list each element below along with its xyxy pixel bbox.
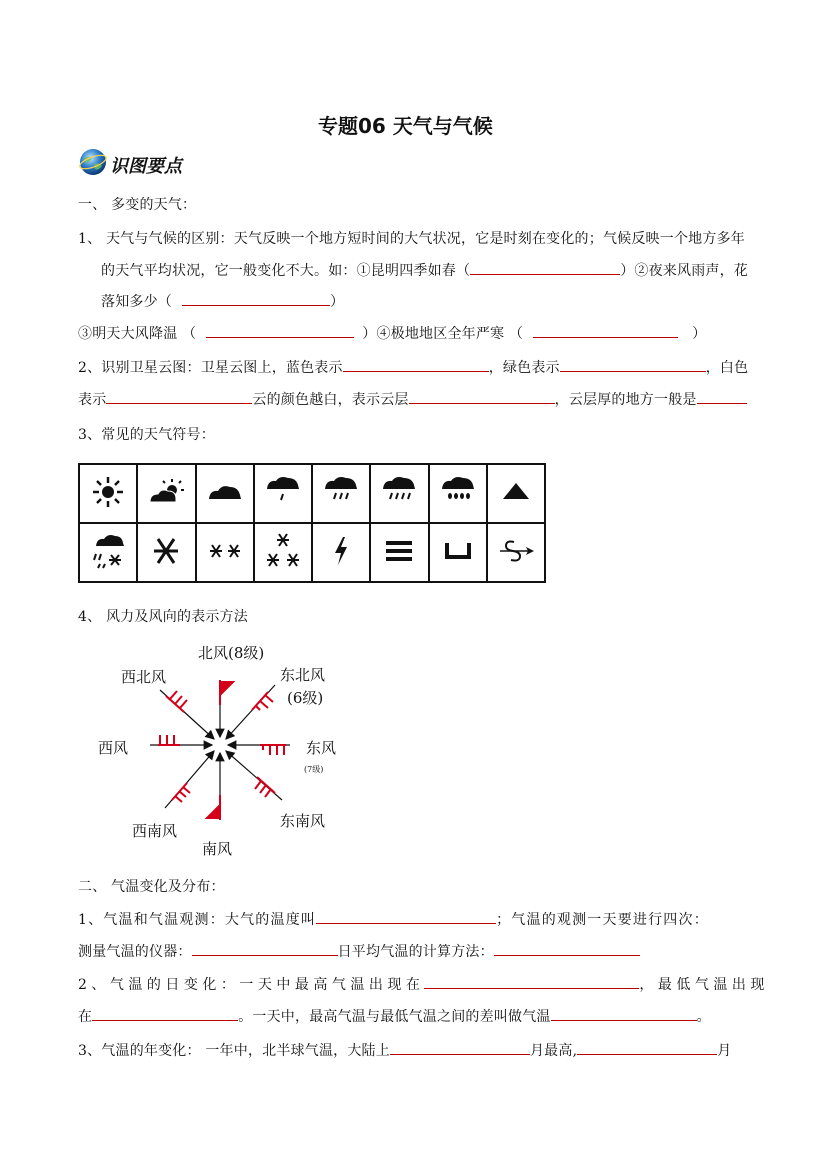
barb-west bbox=[158, 735, 180, 745]
wind-label-northeast: 东北风 bbox=[280, 666, 326, 684]
partly-cloudy-icon bbox=[137, 464, 195, 523]
globe-icon bbox=[78, 147, 108, 177]
light-rain-icon bbox=[254, 464, 312, 523]
answer-blank[interactable] bbox=[182, 291, 330, 306]
wind-label-east: 东风 bbox=[306, 739, 337, 757]
answer-blank[interactable] bbox=[533, 323, 678, 338]
barb-north bbox=[220, 680, 233, 705]
sandstorm-icon bbox=[487, 523, 545, 582]
answer-blank[interactable] bbox=[316, 909, 496, 924]
answer-blank[interactable] bbox=[494, 941, 640, 956]
section-badge-label: 识图要点 bbox=[110, 156, 182, 177]
barb-east bbox=[260, 745, 286, 755]
s2-p1-line2: 测量气温的仪器： 日平均气温的计算方法： bbox=[78, 941, 640, 961]
rainstorm-icon bbox=[429, 464, 487, 523]
s2-p2-line1: 2、气温的日变化：一天中最高气温出现在 ，最低气温出现 bbox=[78, 974, 769, 994]
frost-icon bbox=[429, 523, 487, 582]
s1-p1-line4: ③明天大风降温 （ ）④极地地区全年严寒 （ ） bbox=[78, 323, 706, 343]
barb-southeast bbox=[255, 777, 275, 797]
light-snow-icon bbox=[137, 523, 195, 582]
wind-label-south: 南风 bbox=[202, 840, 233, 858]
hail-icon bbox=[487, 464, 545, 523]
answer-blank[interactable] bbox=[409, 389, 555, 404]
barb-northwest bbox=[166, 691, 187, 712]
answer-blank[interactable] bbox=[470, 260, 620, 275]
answer-blank[interactable] bbox=[424, 974, 639, 989]
s2-p3: 3、气温的年变化： 一年中，北半球气温，大陆上 月最高, 月 bbox=[78, 1040, 731, 1060]
cloudy-icon bbox=[196, 464, 254, 523]
page-title: 专题06 天气与气候 bbox=[318, 114, 493, 138]
wind-label-northeast-level: (6级) bbox=[287, 689, 324, 707]
s1-p3: 3、常见的天气符号： bbox=[78, 427, 215, 443]
answer-blank[interactable] bbox=[106, 389, 252, 404]
fog-icon bbox=[370, 523, 428, 582]
wind-label-west: 西风 bbox=[98, 739, 129, 757]
s1-p1-line1: 1、 天气与气候的区别：天气反映一个地方短时间的大气状况，它是时刻在变化的；气候反映一个地方多年 bbox=[78, 231, 745, 247]
answer-blank[interactable] bbox=[551, 1006, 697, 1021]
sunny-icon bbox=[79, 464, 137, 523]
s1-p1-line3: 落知多少（ ） bbox=[101, 291, 344, 311]
answer-blank[interactable] bbox=[192, 941, 338, 956]
answer-blank[interactable] bbox=[206, 323, 354, 338]
s1-heading: 一、 多变的天气： bbox=[78, 197, 197, 213]
wind-label-southwest: 西南风 bbox=[132, 822, 178, 840]
wind-label-southeast: 东南风 bbox=[280, 812, 326, 830]
moderate-snow-icon bbox=[196, 523, 254, 582]
s1-p2-line1: 2、识别卫星云图：卫星云图上，蓝色表示 ，绿色表示 ，白色 bbox=[78, 357, 748, 377]
answer-blank[interactable] bbox=[697, 389, 747, 404]
wind-label-north: 北风(8级) bbox=[198, 644, 265, 662]
s1-p2-line2: 表示 云的颜色越白，表示云层 ，云层厚的地方一般是 bbox=[78, 389, 747, 409]
s1-p1-line2: 的天气平均状况，它一般变化不大。如：①昆明四季如春（ ）②夜来风雨声，花 bbox=[101, 260, 748, 280]
answer-blank[interactable] bbox=[577, 1040, 717, 1055]
answer-blank[interactable] bbox=[560, 357, 706, 372]
barb-south bbox=[207, 795, 220, 820]
weather-symbol-table bbox=[78, 463, 546, 583]
heavy-rain-icon bbox=[370, 464, 428, 523]
wind-label-east-level: (7级) bbox=[304, 765, 324, 774]
barb-southwest bbox=[172, 783, 190, 802]
sleet-icon bbox=[79, 523, 137, 582]
wind-label-northwest: 西北风 bbox=[121, 668, 167, 686]
s2-p2-line2: 在 。一天中，最高气温与最低气温之间的差叫做气温 。 bbox=[78, 1006, 711, 1026]
s2-p1-line1: 1、气温和气温观测：大气的温度叫 ；气温的观测一天要进行四次： bbox=[78, 909, 709, 929]
thunderstorm-icon bbox=[312, 523, 370, 582]
moderate-rain-icon bbox=[312, 464, 370, 523]
answer-blank[interactable] bbox=[390, 1040, 530, 1055]
s2-heading: 二、 气温变化及分布： bbox=[78, 879, 225, 895]
s1-p4: 4、 风力及风向的表示方法 bbox=[78, 609, 248, 625]
answer-blank[interactable] bbox=[92, 1006, 238, 1021]
answer-blank[interactable] bbox=[343, 357, 489, 372]
heavy-snow-icon bbox=[254, 523, 312, 582]
barb-northeast bbox=[252, 692, 273, 710]
